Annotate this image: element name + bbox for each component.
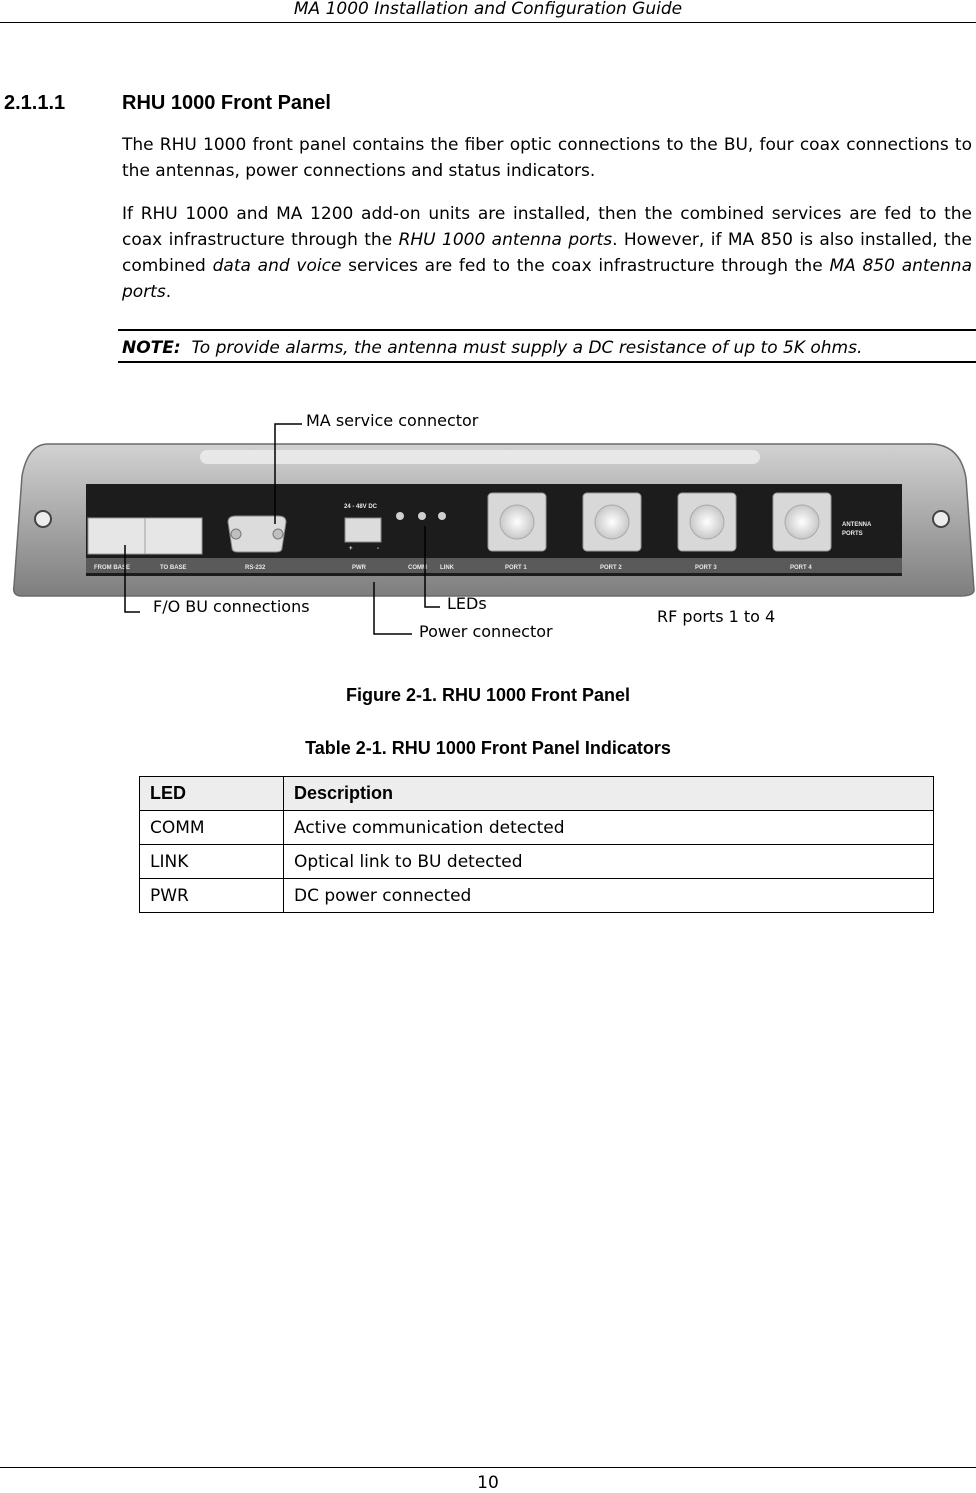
- note-box: [118, 329, 976, 363]
- led-comm: [418, 512, 426, 520]
- description-cell: DC power connected: [284, 879, 934, 913]
- label-plus: +: [349, 546, 353, 552]
- led-cell: LINK: [140, 845, 284, 879]
- left-mounting-hole: [35, 511, 51, 527]
- label-port2: PORT 2: [600, 565, 622, 571]
- intro-paragraph: The RHU 1000 front panel contains the fiber optic connections to the BU, four coax connections to the antennas, power connections and status indicators.: [122, 135, 972, 181]
- label-voltage: 24 - 48V DC: [344, 504, 378, 510]
- led-cell: PWR: [140, 879, 284, 913]
- label-to-base: TO BASE: [160, 565, 187, 571]
- services-text-2: . However, if MA 850 is also installed, the combined: [122, 230, 972, 276]
- services-text-1: If RHU 1000 and MA 1200 add-on units are installed, then the combined services are fed to the coax infrastructure through the: [122, 204, 972, 250]
- top-slot: [200, 450, 760, 464]
- front-panel-illustration: [0, 398, 976, 648]
- section-heading: [4, 92, 331, 115]
- label-antenna: ANTENNA: [842, 522, 872, 528]
- callout-power-connector: Power connector: [419, 622, 553, 641]
- table-caption: Table 2-1. RHU 1000 Front Panel Indicators: [305, 738, 671, 758]
- label-strip: [86, 558, 902, 573]
- right-mounting-hole: [933, 511, 949, 527]
- front-panel-figure: [0, 398, 976, 648]
- label-port3: PORT 3: [695, 565, 717, 571]
- label-rs232: RS-232: [245, 565, 266, 571]
- figure-caption: Figure 2-1. RHU 1000 Front Panel: [345, 685, 631, 705]
- rf-port-1: [488, 493, 546, 551]
- label-port1: PORT 1: [505, 565, 527, 571]
- label-comm: COMM: [408, 565, 427, 571]
- section-title: RHU 1000 Front Panel: [122, 92, 331, 114]
- callout-ma-service-connector: MA service connector: [306, 411, 479, 430]
- rhu-antenna-ports-emphasis: RHU 1000 antenna ports: [398, 230, 613, 250]
- rf-port-2: [583, 493, 641, 551]
- services-paragraph: [122, 201, 972, 305]
- led-pwr: [396, 512, 404, 520]
- section-number: 2.1.1.1: [4, 92, 66, 114]
- services-text-4: .: [165, 282, 172, 302]
- header-led: LED: [140, 777, 284, 811]
- page-header: MA 1000 Installation and Configuration Guide: [0, 0, 976, 23]
- callout-fo-bu-connections: F/O BU connections: [153, 597, 310, 616]
- data-voice-emphasis: data and voice: [212, 256, 342, 276]
- label-link: LINK: [440, 565, 454, 571]
- callout-leds: LEDs: [447, 594, 487, 613]
- note-label: NOTE:: [122, 338, 181, 358]
- table-header-row: [140, 777, 934, 811]
- description-cell: Active communication detected: [284, 811, 934, 845]
- label-minus: -: [377, 546, 379, 552]
- label-port4: PORT 4: [790, 565, 812, 571]
- note-text: To provide alarms, the antenna must supply a DC resistance of up to 5K ohms.: [191, 338, 863, 358]
- rf-port-4: [773, 493, 831, 551]
- label-ports: PORTS: [842, 531, 863, 537]
- header-description: Description: [284, 777, 934, 811]
- indicators-table: [139, 776, 934, 913]
- table-row: [140, 845, 934, 879]
- description-cell: Optical link to BU detected: [284, 845, 934, 879]
- page-number: 10: [0, 1467, 976, 1493]
- label-from-base: FROM BASE: [94, 565, 130, 571]
- rf-port-3: [678, 493, 736, 551]
- table-row: [140, 811, 934, 845]
- services-text-3: services are fed to the coax infrastructure through the: [341, 256, 830, 276]
- power-connector: [345, 518, 381, 542]
- label-pwr: PWR: [352, 565, 366, 571]
- callout-rf-ports: RF ports 1 to 4: [657, 607, 776, 626]
- led-link: [438, 512, 446, 520]
- ma850-antenna-ports-emphasis: MA 850 antenna ports: [122, 256, 972, 302]
- table-row: [140, 879, 934, 913]
- led-cell: COMM: [140, 811, 284, 845]
